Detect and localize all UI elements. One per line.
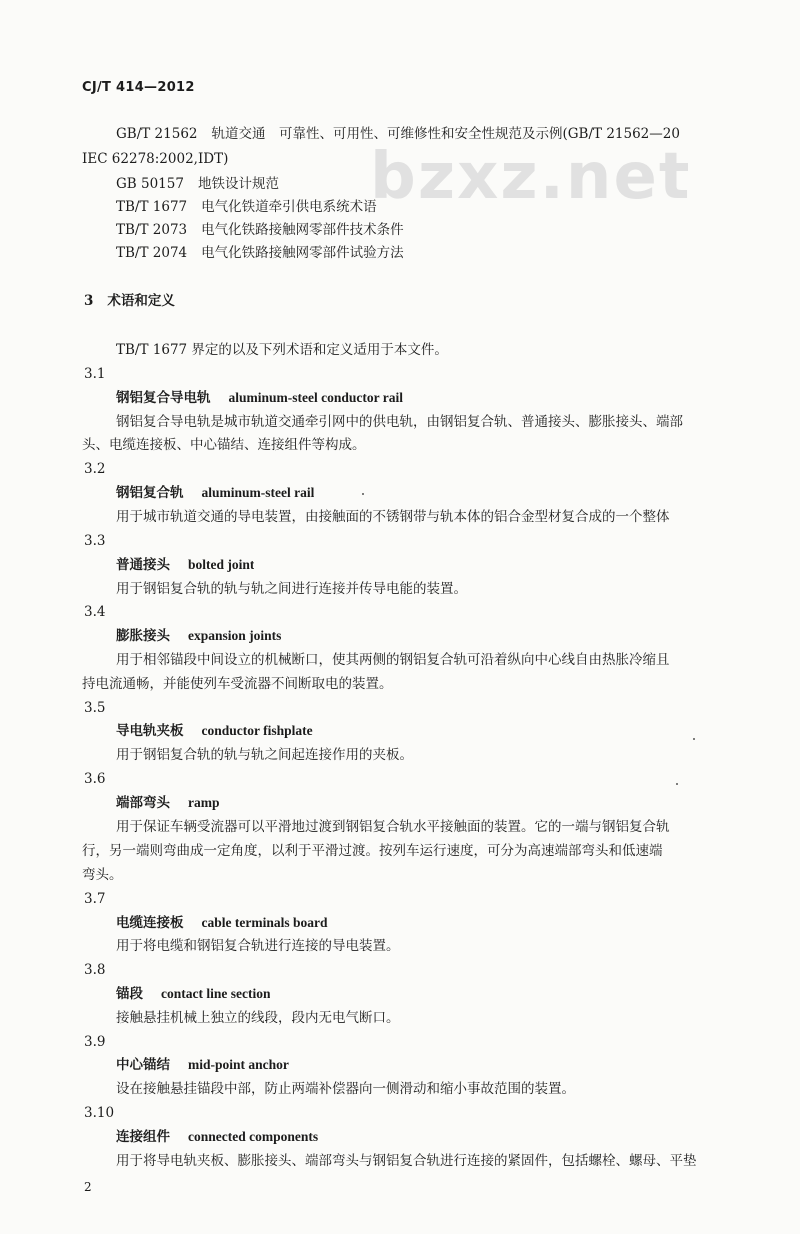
term-heading bbox=[116, 556, 254, 574]
term-heading bbox=[116, 794, 220, 812]
term-number: 3.6 bbox=[84, 771, 106, 787]
term-definition: 接触悬挂机械上独立的线段，段内无电气断口。 bbox=[116, 1010, 400, 1026]
term-definition: 头、电缆连接板、中心锚结、连接组件等构成。 bbox=[82, 437, 366, 453]
term-heading bbox=[116, 627, 281, 645]
reference-title: 电气化铁道牵引供电系统术语 bbox=[201, 199, 377, 215]
term-number: 3.5 bbox=[84, 700, 106, 716]
reference-code: TB/T 1677 bbox=[116, 199, 188, 215]
page-number: 2 bbox=[84, 1180, 92, 1194]
reference-line bbox=[116, 175, 780, 193]
term-definition: 行，另一端则弯曲成一定角度，以利于平滑过渡。按列车运行速度，可分为高速端部弯头和低速端 bbox=[82, 843, 663, 859]
reference-code: GB/T 21562 bbox=[116, 126, 198, 142]
term-definition: 用于城市轨道交通的导电装置，由接触面的不锈钢带与轨本体的铝合金型材复合成的一个整体 bbox=[116, 509, 670, 525]
reference-title: 电气化铁路接触网零部件试验方法 bbox=[201, 245, 404, 261]
term-en: contact line section bbox=[161, 986, 271, 1001]
term-en: expansion joints bbox=[188, 628, 282, 643]
term-heading bbox=[116, 914, 328, 932]
reference-line bbox=[116, 244, 780, 262]
term-en: bolted joint bbox=[188, 557, 255, 572]
term-definition: 用于相邻锚段中间设立的机械断口，使其两侧的钢铝复合轨可沿着纵向中心线自由热胀冷缩且 bbox=[116, 652, 670, 668]
term-zh: 钢铝复合导电轨 bbox=[116, 390, 211, 406]
term-definition: 设在接触悬挂锚段中部，防止两端补偿器向一侧滑动和缩小事故范围的装置。 bbox=[116, 1081, 575, 1097]
term-definition: 用于将导电轨夹板、膨胀接头、端部弯头与钢铝复合轨进行连接的紧固件，包括螺栓、螺母、平垫 bbox=[116, 1153, 697, 1169]
term-en: ramp bbox=[188, 795, 220, 810]
section-number: 3 bbox=[84, 293, 94, 309]
scan-speck bbox=[362, 493, 364, 495]
reference-title: 轨道交通 可靠性、可用性、可维修性和安全性规范及示例(GB/T 21562—20 bbox=[211, 126, 680, 142]
term-number: 3.10 bbox=[84, 1105, 115, 1121]
term-number: 3.9 bbox=[84, 1034, 106, 1050]
term-definition: 用于钢铝复合轨的轨与轨之间起连接作用的夹板。 bbox=[116, 747, 413, 763]
term-zh: 导电轨夹板 bbox=[116, 723, 184, 739]
term-zh: 端部弯头 bbox=[116, 795, 170, 811]
standard-code-header: CJ/T 414—2012 bbox=[82, 80, 195, 95]
term-en: connected components bbox=[188, 1129, 319, 1144]
term-heading bbox=[116, 1128, 318, 1146]
reference-line bbox=[116, 221, 780, 239]
term-heading bbox=[116, 389, 403, 407]
reference-code: TB/T 2073 bbox=[116, 222, 188, 238]
reference-title: 地铁设计规范 bbox=[197, 176, 279, 192]
term-en: aluminum-steel rail bbox=[201, 485, 315, 500]
term-definition: 用于保证车辆受流器可以平滑地过渡到钢铝复合轨水平接触面的装置。它的一端与钢铝复合轨 bbox=[116, 819, 670, 835]
reference-code: TB/T 2074 bbox=[116, 245, 188, 261]
section-heading bbox=[84, 292, 175, 310]
term-en: aluminum-steel conductor rail bbox=[228, 390, 403, 405]
term-number: 3.4 bbox=[84, 604, 106, 620]
term-zh: 锚段 bbox=[116, 986, 143, 1002]
term-zh: 电缆连接板 bbox=[116, 915, 184, 931]
term-heading bbox=[116, 1056, 289, 1074]
reference-code: GB 50157 bbox=[116, 176, 184, 192]
term-zh: 膨胀接头 bbox=[116, 628, 170, 644]
term-zh: 中心锚结 bbox=[116, 1057, 170, 1073]
term-definition: 用于将电缆和钢铝复合轨进行连接的导电装置。 bbox=[116, 938, 400, 954]
term-zh: 连接组件 bbox=[116, 1129, 170, 1145]
section-intro: TB/T 1677 界定的以及下列术语和定义适用于本文件。 bbox=[116, 342, 448, 358]
term-heading bbox=[116, 484, 314, 502]
reference-title: 电气化铁路接触网零部件技术条件 bbox=[201, 222, 404, 238]
term-en: conductor fishplate bbox=[201, 723, 313, 738]
term-definition: 持电流通畅，并能使列车受流器不间断取电的装置。 bbox=[82, 676, 393, 692]
term-number: 3.7 bbox=[84, 891, 106, 907]
term-heading bbox=[116, 985, 270, 1003]
reference-continuation: IEC 62278:2002,IDT) bbox=[82, 151, 229, 167]
watermark: bzxz.net bbox=[370, 140, 692, 214]
term-number: 3.2 bbox=[84, 461, 106, 477]
term-zh: 普通接头 bbox=[116, 557, 170, 573]
reference-line bbox=[116, 125, 780, 143]
term-number: 3.1 bbox=[84, 366, 106, 382]
scan-speck bbox=[676, 783, 678, 785]
term-definition: 弯头。 bbox=[82, 867, 123, 883]
reference-line bbox=[116, 198, 780, 216]
term-heading bbox=[116, 722, 313, 740]
term-en: cable terminals board bbox=[201, 915, 328, 930]
section-title: 术语和定义 bbox=[107, 293, 175, 309]
term-definition: 钢铝复合导电轨是城市轨道交通牵引网中的供电轨，由钢铝复合轨、普通接头、膨胀接头、端部 bbox=[116, 414, 683, 430]
term-number: 3.3 bbox=[84, 533, 106, 549]
term-number: 3.8 bbox=[84, 962, 106, 978]
term-zh: 钢铝复合轨 bbox=[116, 485, 184, 501]
term-definition: 用于钢铝复合轨的轨与轨之间进行连接并传导电能的装置。 bbox=[116, 581, 467, 597]
scan-speck bbox=[693, 738, 695, 740]
term-en: mid-point anchor bbox=[188, 1057, 289, 1072]
